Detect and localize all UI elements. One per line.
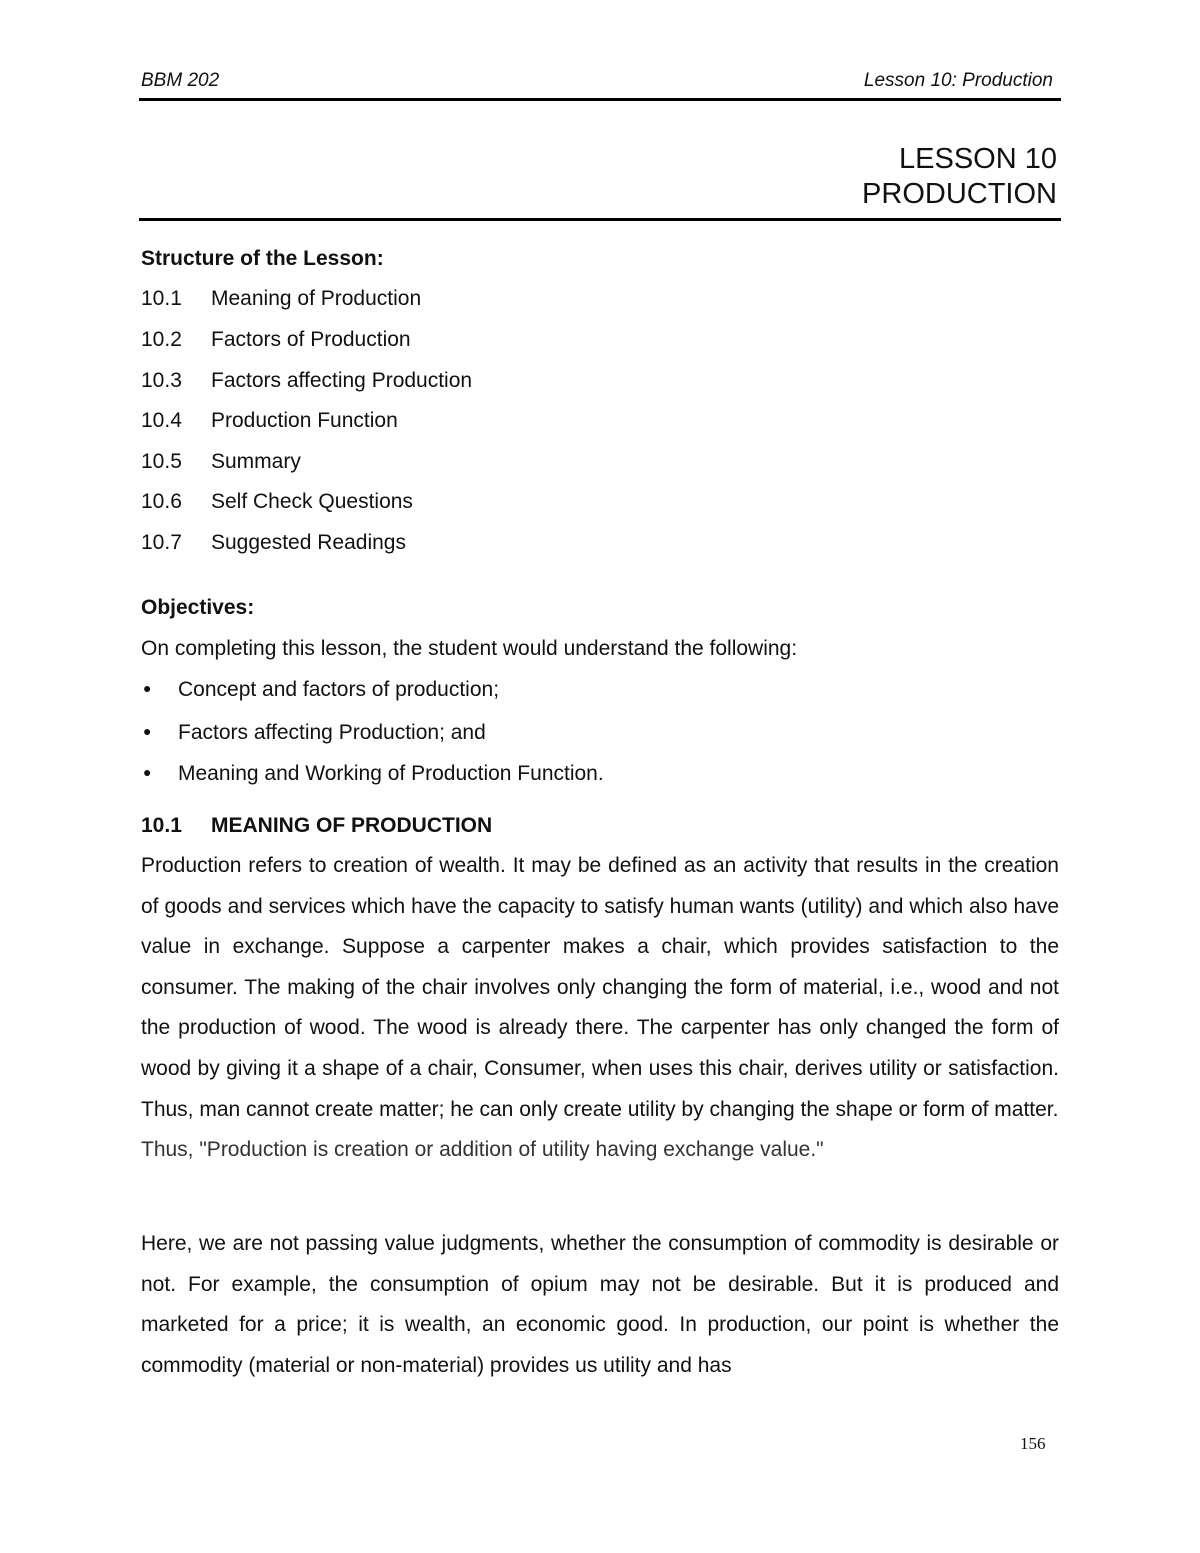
bullet-icon: ● bbox=[143, 680, 152, 696]
course-code: BBM 202 bbox=[141, 70, 220, 91]
toc-item bbox=[141, 369, 472, 393]
toc-number: 10.2 bbox=[141, 328, 182, 351]
bullet-icon: ● bbox=[143, 764, 152, 780]
toc-label: Summary bbox=[211, 450, 301, 473]
toc-label: Self Check Questions bbox=[211, 490, 413, 513]
lesson-label: Lesson 10: Production bbox=[863, 70, 1053, 91]
objective-text: Factors affecting Production; and bbox=[178, 721, 486, 744]
paragraph-2-body: Here, we are not passing value judgments, whether the consumption of commodity is desirable or not. For example, the consumption of opium may not be desirable. But it is produced and marketed for a price; it is wealth, an economic good. In production, our point is whether the commodity (material or non-material) provides us utility and has bbox=[141, 1232, 1059, 1377]
toc-number: 10.3 bbox=[141, 369, 182, 392]
objective-item bbox=[141, 678, 499, 702]
toc-item bbox=[141, 450, 301, 474]
paragraph-1-definition: Thus, "Production is creation or addition of utility having exchange value." bbox=[141, 1138, 824, 1162]
toc-item bbox=[141, 409, 398, 433]
paragraph-1-body: Production refers to creation of wealth. It may be defined as an activity that results in the creation of goods and services which have the capacity to satisfy human wants (utility) and which also have value in exchange. Suppose a carpenter makes a chair, which provides satisfaction to the consumer. The making of the chair involves only changing the form of material, i.e., wood and not the production of wood. The wood is already there. The carpenter has only changed the form of wood by giving it a shape of a chair, Consumer, when uses this chair, derives utility or satisfaction. Thus, man cannot create matter; he can only create utility by changing the shape or form of matter. bbox=[141, 854, 1059, 1121]
objectives-intro: On completing this lesson, the student would understand the following: bbox=[141, 637, 798, 660]
toc-label: Meaning of Production bbox=[211, 287, 422, 310]
lesson-name: PRODUCTION bbox=[862, 178, 1057, 210]
paragraph-1 bbox=[141, 846, 1059, 1171]
toc-label: Factors of Production bbox=[211, 328, 411, 351]
objective-text: Concept and factors of production; bbox=[178, 678, 500, 701]
toc-number: 10.1 bbox=[141, 287, 182, 310]
objective-item bbox=[141, 762, 604, 786]
objectives-heading: Objectives: bbox=[141, 596, 255, 619]
lesson-number: LESSON 10 bbox=[899, 143, 1057, 175]
toc-item bbox=[141, 328, 411, 352]
page-number: 156 bbox=[1020, 1434, 1046, 1453]
toc-label: Factors affecting Production bbox=[211, 369, 473, 392]
toc-number: 10.6 bbox=[141, 490, 182, 513]
toc-label: Production Function bbox=[211, 409, 398, 432]
toc-number: 10.7 bbox=[141, 531, 182, 554]
lesson-title bbox=[139, 142, 1061, 221]
toc-label: Suggested Readings bbox=[211, 531, 406, 554]
paragraph-2 bbox=[141, 1224, 1059, 1386]
bullet-icon: ● bbox=[143, 723, 152, 739]
section-heading bbox=[141, 814, 492, 838]
section-title: MEANING OF PRODUCTION bbox=[211, 814, 493, 837]
structure-heading: Structure of the Lesson: bbox=[141, 247, 384, 270]
section-number: 10.1 bbox=[141, 814, 182, 837]
page-header bbox=[139, 68, 1061, 101]
objective-text: Meaning and Working of Production Function. bbox=[178, 762, 604, 785]
toc-item bbox=[141, 531, 406, 555]
toc-item bbox=[141, 490, 413, 514]
toc-number: 10.5 bbox=[141, 450, 182, 473]
objective-item bbox=[141, 721, 486, 745]
toc-item bbox=[141, 287, 421, 311]
toc-number: 10.4 bbox=[141, 409, 182, 432]
